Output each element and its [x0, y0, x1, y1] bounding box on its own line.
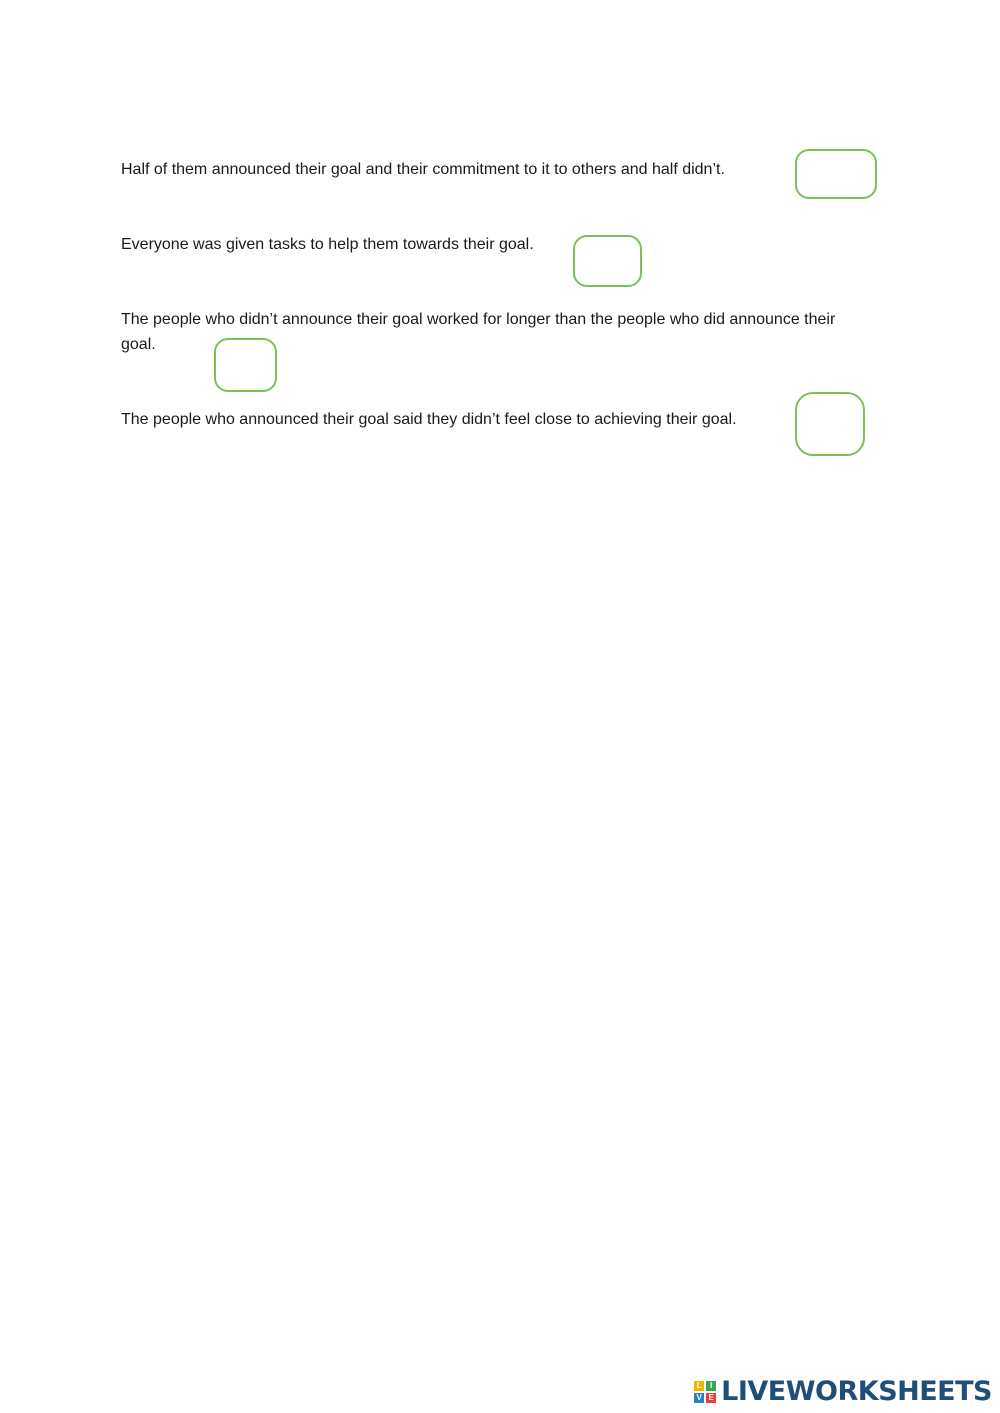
answer-box-1[interactable]: [795, 149, 877, 199]
answer-box-4[interactable]: [795, 392, 865, 456]
statement-3: The people who didn’t announce their goal worked for longer than the people who did announce their goal.: [121, 311, 836, 353]
answer-box-3[interactable]: [214, 338, 277, 392]
liveworksheets-watermark: [694, 1377, 992, 1407]
statement-1: Half of them announced their goal and their commitment to it to others and half didn’t.: [121, 161, 725, 178]
answer-box-2[interactable]: [573, 235, 642, 287]
statement-2: Everyone was given tasks to help them towards their goal.: [121, 236, 534, 253]
statement-4: The people who announced their goal said they didn’t feel close to achieving their goal.: [121, 411, 737, 428]
liveworksheets-wordmark: LIVEWORKSHEETS: [721, 1376, 992, 1407]
liveworksheets-logo-icon: L I V E: [694, 1381, 716, 1403]
